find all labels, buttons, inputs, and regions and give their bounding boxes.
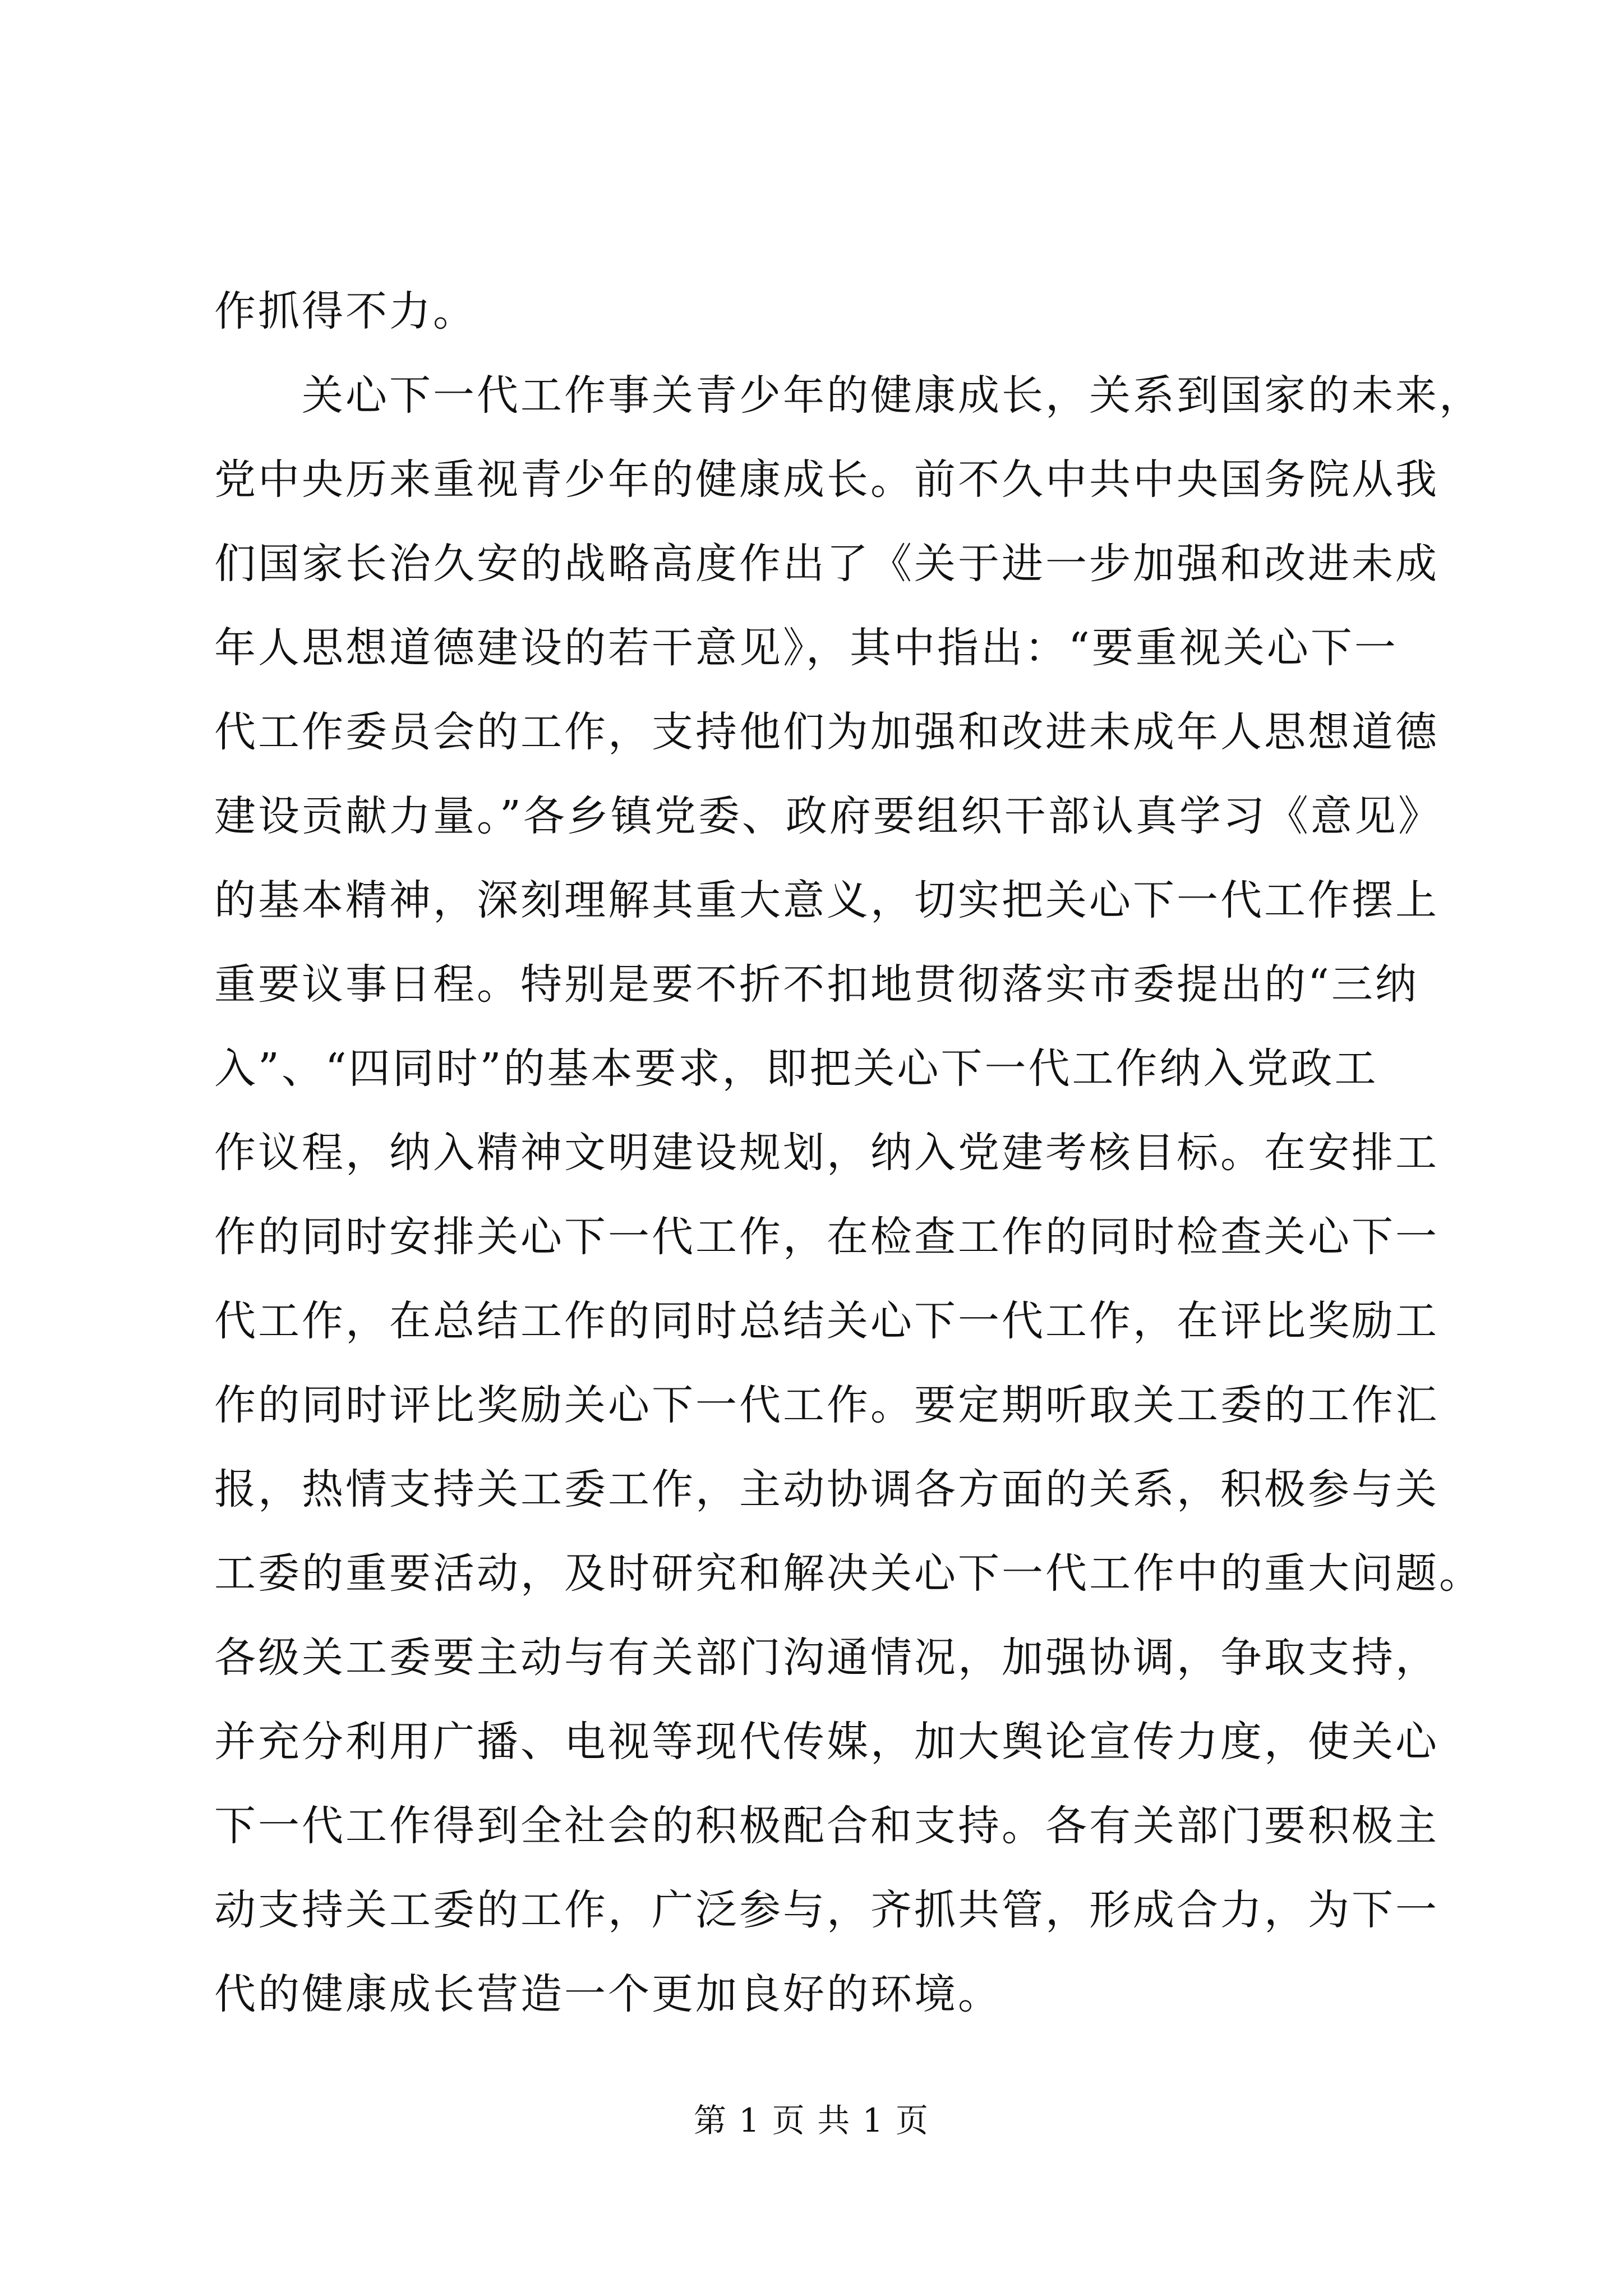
text-line: 们国家长治久安的战略高度作出了《关于进一步加强和改进未成 [214, 540, 1439, 588]
text-line: 的基本精神，深刻理解其重大意义，切实把关心下一代工作摆上 [214, 876, 1439, 924]
text-line: 党中央历来重视青少年的健康成长。前不久中共中央国务院从我 [214, 455, 1439, 504]
text-line: 作的同时评比奖励关心下一代工作。要定期听取关工委的工作汇 [214, 1381, 1439, 1429]
text-line: 建设贡献力量。”各乡镇党委、政府要组织干部认真学习《意见》 [214, 792, 1442, 840]
text-line: 代的健康成长营造一个更加良好的环境。 [214, 1970, 1002, 2018]
text-line: 代工作，在总结工作的同时总结关心下一代工作，在评比奖励工 [214, 1297, 1439, 1345]
text-line: 报，热情支持关工委工作，主动协调各方面的关系，积极参与关 [214, 1465, 1439, 1513]
text-line: 作议程，纳入精神文明建设规划，纳入党建考核目标。在安排工 [214, 1129, 1439, 1177]
text-line: 关心下一代工作事关青少年的健康成长，关系到国家的未来， [214, 371, 1483, 420]
text-line: 并充分利用广播、电视等现代传媒，加大舆论宣传力度，使关心 [214, 1718, 1439, 1766]
text-line: 工委的重要活动，及时研究和解决关心下一代工作中的重大问题。 [214, 1549, 1483, 1598]
text-line: 年人思想道德建设的若干意见》，其中指出：“要重视关心下一 [214, 624, 1398, 672]
text-line: 下一代工作得到全社会的积极配合和支持。各有关部门要积极主 [214, 1802, 1439, 1850]
text-line: 动支持关工委的工作，广泛参与，齐抓共管，形成合力，为下一 [214, 1886, 1439, 1934]
text-line: 作抓得不力。 [214, 287, 477, 335]
page-footer: 第 1 页 共 1 页 [694, 2101, 929, 2139]
text-line: 重要议事日程。特别是要不折不扣地贯彻落实市委提出的“三纳 [214, 960, 1419, 1009]
text-line: 作的同时安排关心下一代工作，在检查工作的同时检查关心下一 [214, 1213, 1439, 1261]
text-line: 入”、“四同时”的基本要求，即把关心下一代工作纳入党政工 [214, 1045, 1378, 1093]
document-body [214, 269, 1482, 2036]
text-line: 代工作委员会的工作，支持他们为加强和改进未成年人思想道德 [214, 708, 1439, 756]
text-line: 各级关工委要主动与有关部门沟通情况，加强协调，争取支持， [214, 1634, 1439, 1682]
